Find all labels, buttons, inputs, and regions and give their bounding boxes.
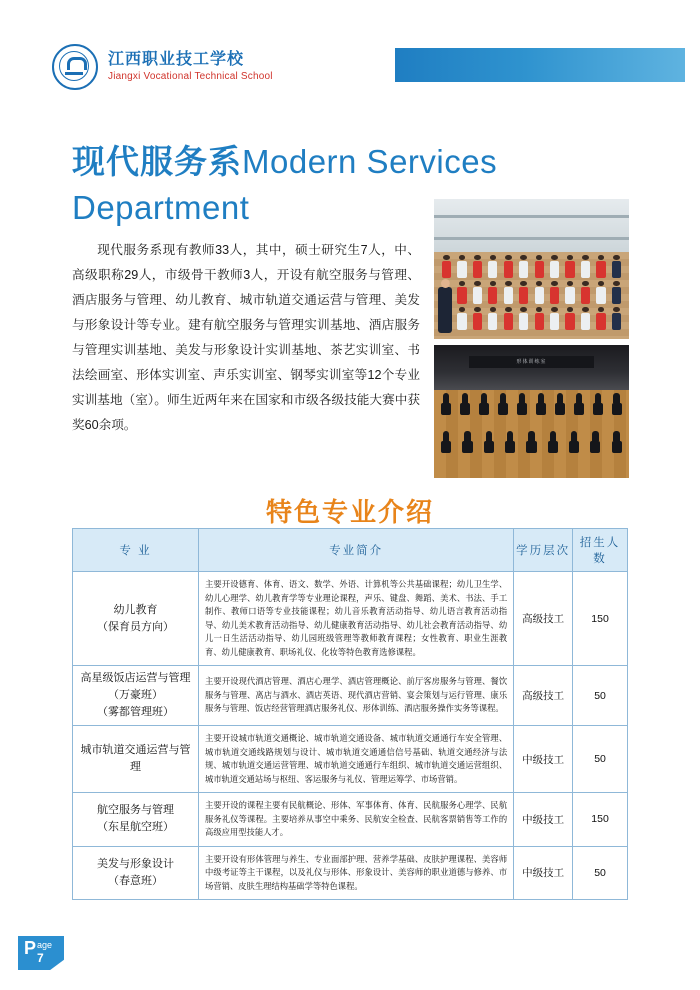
page-number: 7 [37,951,44,965]
page-footer [18,936,76,972]
page-header [0,0,700,100]
table-header-desc: 专业简介 [199,529,514,572]
cell-desc: 主要开设德育、体育、语文、数学、外语、计算机等公共基础课程；幼儿卫生学、幼儿心理学、幼儿教育学等专业理论课程，声乐、键盘、舞蹈、美术、书法、手工制作、教师口语等专业技能课程；幼儿音乐教育活动指导、幼儿语言教育活动指导、幼儿美术教育活动指导、幼儿健康教育活动指导、幼儿社会教育活动指导、幼儿一日生活活动指导、幼儿园班级管理等教师教育课程；女性教育、职业生涯教育、幼儿健康教育、职场礼仪、化妆等特色教育选修课程。 [199,572,514,666]
table-header-number-text: 招生人数 [579,537,621,565]
cell-level: 中级技工 [514,793,573,847]
major-direction: （保育员方向） [97,620,175,633]
cell-major [73,726,199,793]
cell-desc: 主要开设城市轨道交通概论、城市轨道交通设备、城市轨道交通通行车安全管理、城市轨道交通线路规划与设计、城市轨道交通通信信号基础、轨道交通经济与法规、城市轨道交通运营管理、城市轨道交通通行车组织、城市轨道交通运营组织、城市轨道交通站场与枢纽、客运服务与礼仪、管理运筹学、市场营销。 [199,726,514,793]
cell-desc: 主要开设有形体管理与养生、专业面部护理、营养学基础、皮肤护理课程、美容师中级考证等主干课程，以及礼仪与形体、形象设计、美容师的职业道德与修养、市场营销、皮肤生理结构基础学等特色课程。 [199,846,514,900]
header-accent-bar [395,48,685,82]
school-name-en: Jiangxi Vocational Technical School [108,71,273,82]
page-title-en-line1: Modern Services [242,143,498,180]
page-title-cn: 现代服务系 [72,143,242,180]
cell-number: 50 [573,666,628,726]
table-row [73,793,628,847]
table-header-number [573,529,628,572]
school-name-cn: 江西职业技工学校 [108,51,245,68]
table-header-major: 专 业 [73,529,199,572]
table-header-row [73,529,628,572]
cell-desc: 主要开设现代酒店管理、酒店心理学、酒店管理概论、前厅客房服务与管理、餐饮服务与管理、离店与酒水、酒店英语、现代酒店营销、宴会策划与运行管理、康乐服务与管理、饭店经营管理酒店服务礼仪、形体训练、酒店服务操作实务等课程。 [199,666,514,726]
cell-number: 50 [573,726,628,793]
table-header-level [514,529,573,572]
cell-desc: 主要开设的课程主要有民航概论、形体、军事体育、体育、民航服务心理学、民航服务礼仪等课程。主要培养从事空中乘务、民航安全检查、民航客票销售等工作的高级应用型技能人才。 [199,793,514,847]
cell-number: 150 [573,572,628,666]
footer-p-letter: P [24,938,37,958]
major-name: 幼儿教育 [113,603,158,616]
cell-major [73,846,199,900]
school-emblem-icon [52,44,98,90]
table-header-level-text: 学历层次 [516,545,571,557]
cell-major [73,793,199,847]
cell-major [73,666,199,726]
major-class-1: （东星航空班） [97,821,175,834]
major-class-1: （万豪班） [108,689,164,701]
school-name-block [108,50,273,84]
table-row [73,666,628,726]
emblem-bar [65,72,83,75]
major-name: 城市轨道交通运营与管理 [80,744,191,773]
footer-age-text: age [37,940,53,950]
major-name: 航空服务与管理 [97,804,175,817]
dance-studio-photo [434,345,629,478]
specialties-table [72,528,628,900]
cell-level: 高级技工 [514,572,573,666]
studio-banner-text: 形体训练室 [469,356,594,368]
table-row [73,726,628,793]
cell-number: 50 [573,846,628,900]
department-intro-paragraph: 现代服务系现有教师33人，其中，硕士研究生7人，中、高级职称29人，市级骨干教师3人，开设有航空服务与管理、酒店服务与管理、幼儿教育、城市轨道交通运营与管理、美发与形象设计等专业。建有航空服务与管理实训基地、酒店服务与管理实训基地、美发与形象设计实训基地、茶艺实训室、书法绘画室、形体实训室、声乐实训室、钢琴实训室等12个专业实训基地（室）。师生近两年来在国家和市级各级技能大赛中获奖60余项。 [72,243,420,432]
cell-number: 150 [573,793,628,847]
section-title-specialties: 特色专业介绍 [265,497,434,527]
instructor-figure [438,287,452,333]
cell-level: 高级技工 [514,666,573,726]
major-class-1: （春意班） [108,874,164,887]
cell-major [73,572,199,666]
major-name: 高星级饭店运营与管理 [80,672,191,684]
gym-group-photo [434,199,629,339]
major-name: 美发与形象设计 [97,857,175,870]
cell-level: 中级技工 [514,846,573,900]
cell-level: 中级技工 [514,726,573,793]
table-row [73,846,628,900]
school-logo [52,44,273,90]
major-class-2: （雾都管理班） [97,706,175,718]
page-title-en-line2: Department [72,189,250,226]
table-row [73,572,628,666]
